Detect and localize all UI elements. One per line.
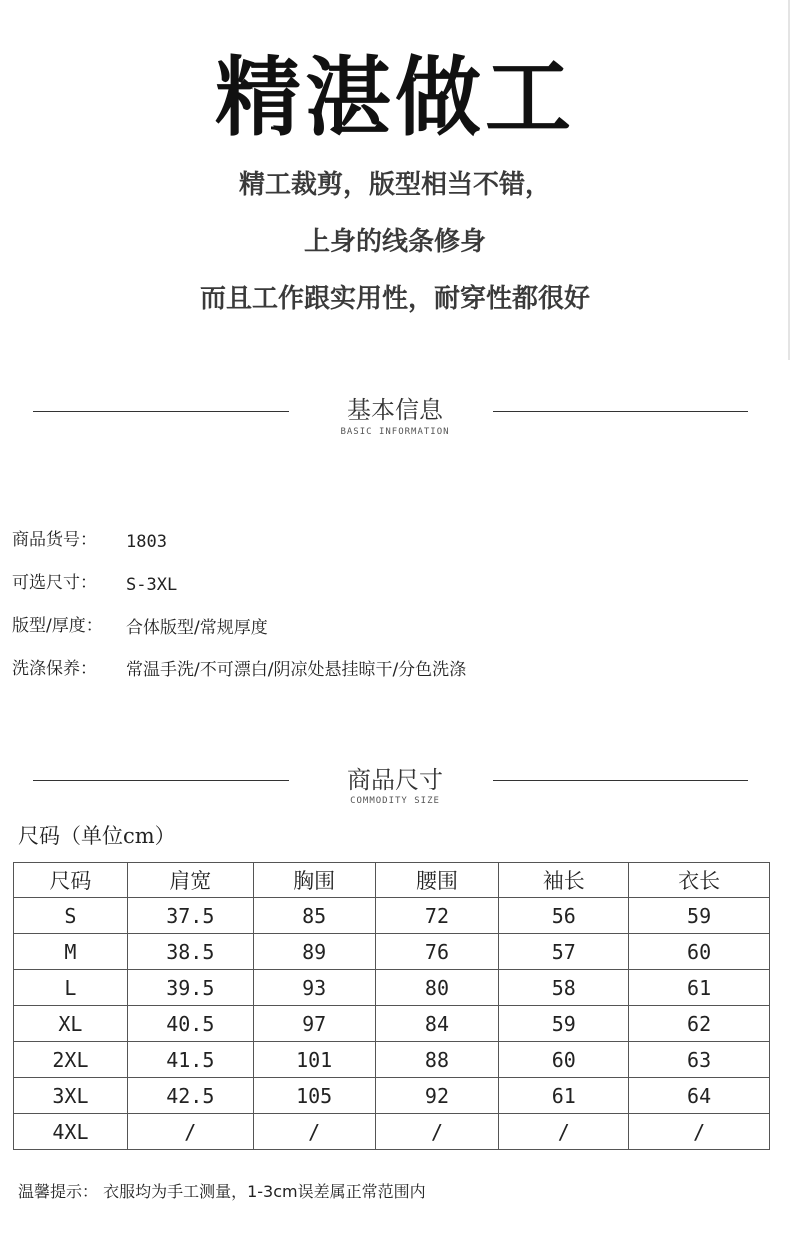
table-cell: 62	[629, 1006, 770, 1042]
table-cell: 2XL	[14, 1042, 128, 1078]
table-cell: 59	[499, 1006, 629, 1042]
table-cell: 57	[499, 934, 629, 970]
col-header-sleeve: 袖长	[499, 863, 629, 898]
basic-info-subtitle: BASIC INFORMATION	[340, 427, 450, 437]
table-cell: 40.5	[127, 1006, 253, 1042]
info-value-care: 常温手洗/不可漂白/阴凉处悬挂晾干/分色洗涤	[126, 660, 467, 680]
info-value-fit: 合体版型/常规厚度	[126, 618, 268, 638]
table-cell: 89	[253, 934, 375, 970]
table-cell: 85	[253, 898, 375, 934]
info-label-care: 洗涤保养：	[12, 659, 97, 679]
table-cell: 59	[629, 898, 770, 934]
table-cell: 4XL	[14, 1114, 128, 1150]
info-label-sizes: 可选尺寸：	[12, 573, 97, 593]
table-cell: /	[375, 1114, 499, 1150]
hero-line-2: 上身的线条修身	[303, 227, 486, 257]
table-cell: 97	[253, 1006, 375, 1042]
table-cell: 93	[253, 970, 375, 1006]
table-cell: 60	[629, 934, 770, 970]
table-cell: 64	[629, 1078, 770, 1114]
table-row	[14, 1078, 770, 1114]
table-cell: L	[14, 970, 128, 1006]
table-cell: 60	[499, 1042, 629, 1078]
table-cell: /	[499, 1114, 629, 1150]
table-cell: 58	[499, 970, 629, 1006]
table-cell: /	[629, 1114, 770, 1150]
size-table	[13, 862, 770, 1150]
table-cell: 37.5	[127, 898, 253, 934]
table-cell: 3XL	[14, 1078, 128, 1114]
info-value-sku: 1803	[126, 532, 167, 552]
table-row	[14, 1042, 770, 1078]
table-cell: 41.5	[127, 1042, 253, 1078]
table-cell: M	[14, 934, 128, 970]
table-cell: S	[14, 898, 128, 934]
table-cell: 61	[499, 1078, 629, 1114]
table-cell: 101	[253, 1042, 375, 1078]
table-cell: 56	[499, 898, 629, 934]
table-row	[14, 1114, 770, 1150]
hero-line-3: 而且工作跟实用性，耐穿性都很好	[199, 284, 590, 314]
hero-title: 精湛做工	[215, 48, 575, 148]
table-row	[14, 934, 770, 970]
col-header-waist: 腰围	[375, 863, 499, 898]
size-section-title: 商品尺寸	[347, 766, 443, 794]
table-row	[14, 970, 770, 1006]
col-header-shoulder: 肩宽	[127, 863, 253, 898]
table-header-row	[14, 863, 770, 898]
table-cell: 80	[375, 970, 499, 1006]
col-header-chest: 胸围	[253, 863, 375, 898]
table-cell: 42.5	[127, 1078, 253, 1114]
table-cell: 92	[375, 1078, 499, 1114]
table-cell: 84	[375, 1006, 499, 1042]
table-cell: 105	[253, 1078, 375, 1114]
table-cell: 63	[629, 1042, 770, 1078]
measurement-note: 温馨提示： 衣服均为手工测量，1-3cm误差属正常范围内	[18, 1182, 426, 1201]
col-header-length: 衣长	[629, 863, 770, 898]
table-row	[14, 1006, 770, 1042]
table-cell: XL	[14, 1006, 128, 1042]
size-section-subtitle: COMMODITY SIZE	[350, 796, 440, 806]
table-row	[14, 898, 770, 934]
table-cell: /	[127, 1114, 253, 1150]
table-cell: 39.5	[127, 970, 253, 1006]
info-value-sizes: S-3XL	[126, 575, 178, 595]
col-header-size: 尺码	[14, 863, 128, 898]
size-table-caption: 尺码（单位cm）	[18, 824, 176, 848]
table-cell: 72	[375, 898, 499, 934]
basic-info-title: 基本信息	[347, 396, 443, 424]
table-cell: 88	[375, 1042, 499, 1078]
table-cell: 38.5	[127, 934, 253, 970]
info-label-fit: 版型/厚度：	[12, 616, 103, 636]
hero-line-1: 精工裁剪，版型相当不错，	[238, 170, 551, 200]
table-cell: 61	[629, 970, 770, 1006]
table-cell: /	[253, 1114, 375, 1150]
info-label-sku: 商品货号：	[12, 530, 97, 550]
table-cell: 76	[375, 934, 499, 970]
